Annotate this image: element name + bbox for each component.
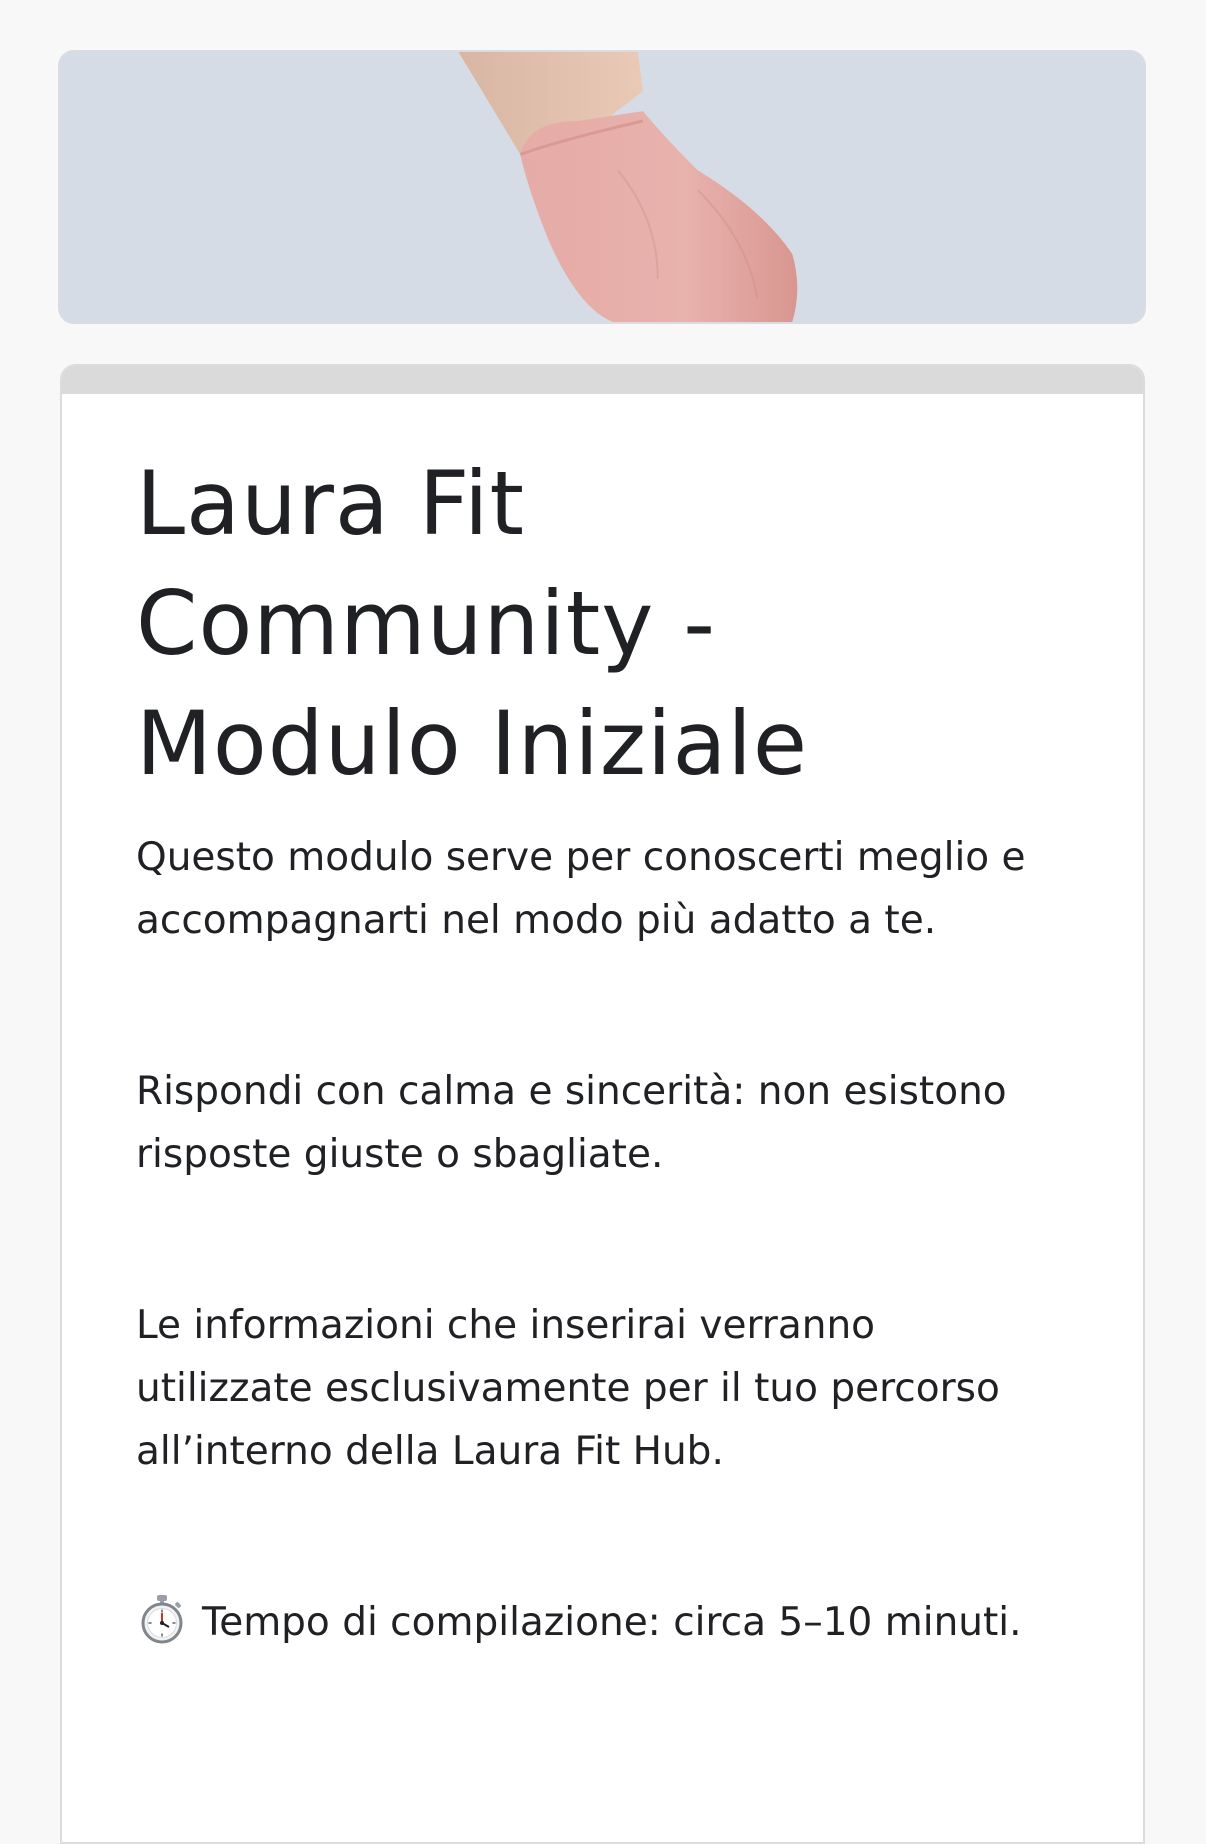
banner-photo <box>60 52 1144 322</box>
form-description <box>136 826 1036 1654</box>
card-top-strip <box>62 366 1143 394</box>
description-paragraph-time <box>136 1591 1036 1654</box>
form-header-card <box>60 364 1145 1844</box>
stopwatch-icon <box>136 1593 188 1645</box>
time-estimate-text: Tempo di compilazione: circa 5–10 minuti. <box>202 1600 1022 1645</box>
description-paragraph: Questo modulo serve per conoscerti meglio e accompagnarti nel modo più adatto a te. <box>136 835 1026 943</box>
form-title: Laura Fit Community - Modulo Iniziale <box>136 452 808 795</box>
description-paragraph: Le informazioni che inserirai verranno utilizzate esclusivamente per il tuo percorso all’interno della Laura Fit Hub. <box>136 1303 1000 1474</box>
description-paragraph: Rispondi con calma e sincerità: non esistono risposte giuste o sbagliate. <box>136 1069 1007 1177</box>
header-banner-image <box>58 50 1146 324</box>
